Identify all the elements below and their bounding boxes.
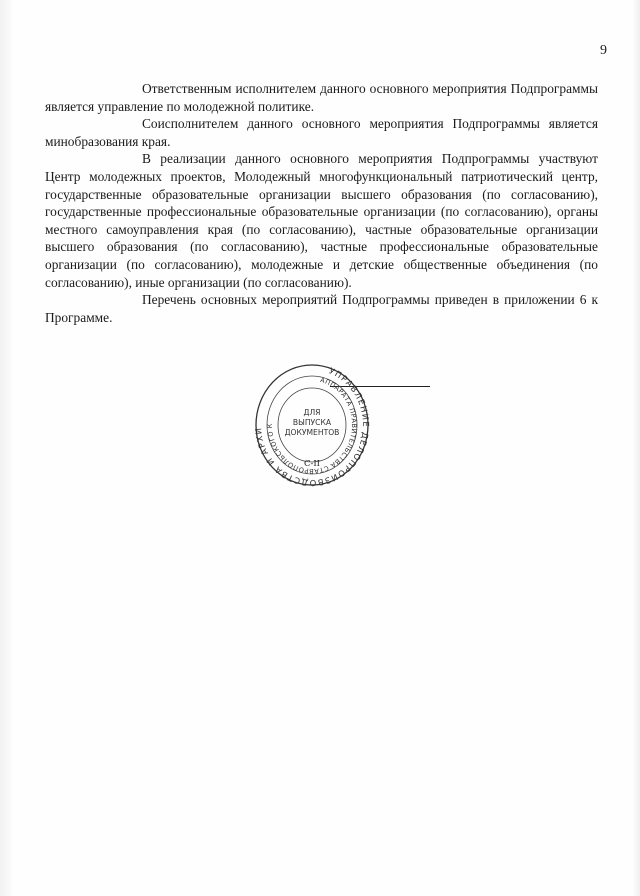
paragraph (45, 291, 598, 326)
paragraph-text: Ответственным исполнителем данного основного мероприятия Подпрограммы является управление по молодежной политике. (45, 81, 598, 114)
paragraph (45, 115, 598, 150)
official-stamp (254, 363, 370, 487)
paragraph-text: Соисполнителем данного основного мероприятия Подпрограммы является минобразования края. (45, 116, 598, 149)
paragraph (45, 80, 598, 115)
paragraph-text: Перечень основных мероприятий Подпрограммы приведен в приложении 6 к Программе. (45, 292, 598, 325)
document-body (45, 80, 598, 326)
stamp-center-text: ДОКУМЕНТОВ (284, 428, 340, 437)
page-number: 9 (600, 43, 607, 58)
stamp-code: С-II (303, 459, 321, 469)
stamp-seal-icon (254, 363, 370, 487)
stamp-outer-text: УПРАВЛЕНИ ДЕЛОПРОИЗВОДСТВА И АРХИ (254, 365, 370, 487)
scan-edge (632, 0, 640, 896)
scan-edge (0, 0, 14, 896)
stamp-inner-text: АППАРАТА ПРАВИТЕЛЬСТВА СТАВРОПОЛЬСКОГО К (265, 376, 359, 476)
stamp-center-text: ДЛЯ (303, 408, 321, 417)
stamp-center-text: ВЫПУСКА (292, 418, 332, 427)
paragraph-text: В реализации данного основного мероприятия Подпрограммы участвуют Центр молодежных проектов, Молодежный многофункциональный патриотический центр, государственные образовательные организации высшего образования (по согласованию), государственные профессиональные образовательные организации (по согласованию), органы местного самоуправления края (по согласованию), частные образовательные организации высшего образования (по согласованию), частные профессиональные образовательные организации (по согласованию), молодежные и детские общественные объединения (по согласованию), иные организации (по согласованию). (45, 151, 598, 290)
paragraph (45, 150, 598, 291)
